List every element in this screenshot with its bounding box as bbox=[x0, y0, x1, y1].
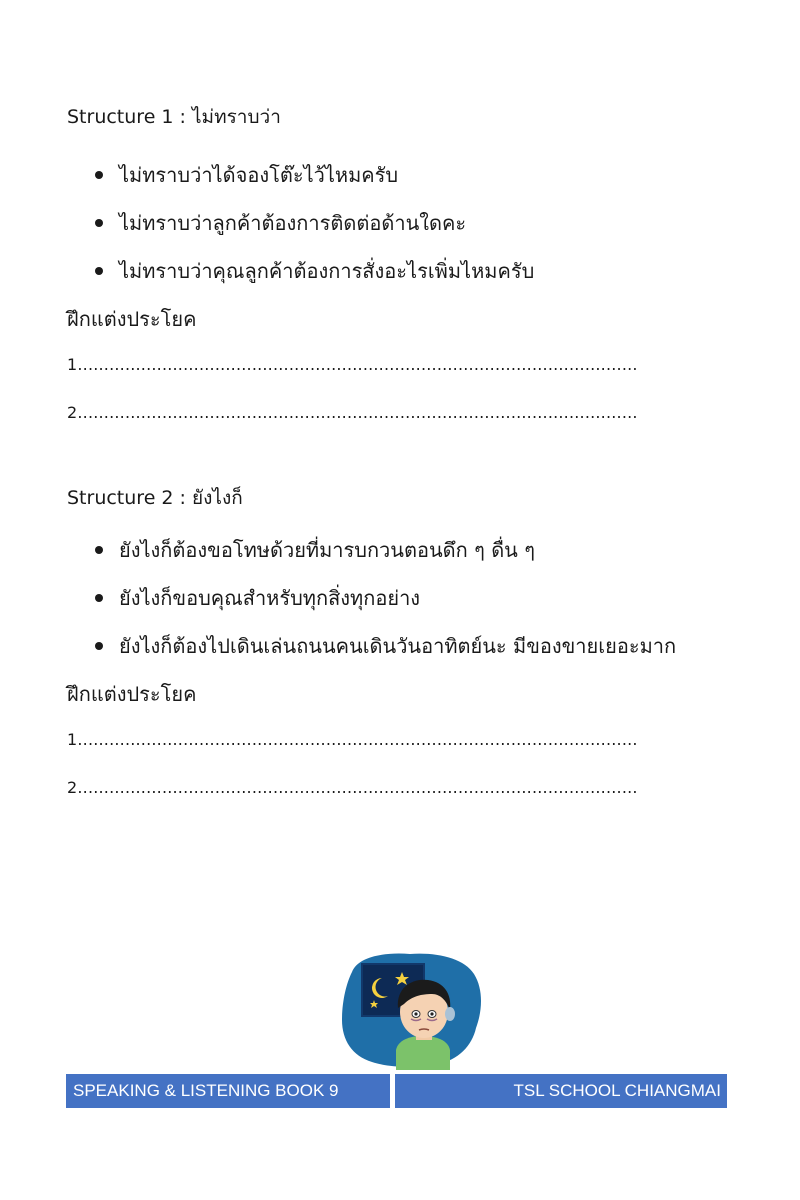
bullet-icon bbox=[95, 267, 103, 275]
bullet-icon bbox=[95, 219, 103, 227]
sleepless-man-icon bbox=[338, 950, 484, 1070]
example-text: ยังไงก็ต้องไปเดินเล่นถนนคนเดินวันอาทิตย์นะ มีของขายเยอะมาก bbox=[119, 634, 677, 658]
structure-1-heading: Structure 1 : ไม่ทราบว่า bbox=[67, 106, 281, 128]
example-text: ไม่ทราบว่าคุณลูกค้าต้องการสั่งอะไรเพิ่มไหมครับ bbox=[119, 259, 535, 283]
bullet-icon bbox=[95, 546, 103, 554]
example-item bbox=[67, 526, 707, 574]
structure-1-section bbox=[67, 103, 707, 437]
answer-line-1: 1.......................................................................................................... bbox=[67, 730, 638, 749]
footer-book-title: SPEAKING & LISTENING BOOK 9 bbox=[66, 1074, 390, 1108]
example-text: ไม่ทราบว่าได้จองโต๊ะไว้ไหมครับ bbox=[119, 163, 399, 187]
structure-2-examples bbox=[67, 526, 707, 670]
structure-2-heading: Structure 2 : ยังไงก็ bbox=[67, 487, 243, 509]
bullet-icon bbox=[95, 594, 103, 602]
example-item bbox=[67, 622, 707, 670]
answer-line-1: 1.......................................................................................................... bbox=[67, 355, 638, 374]
example-item bbox=[67, 199, 707, 247]
example-item bbox=[67, 151, 707, 199]
example-item bbox=[67, 247, 707, 295]
answer-line-2: 2.......................................................................................................... bbox=[67, 778, 638, 797]
example-text: ยังไงก็ขอบคุณสำหรับทุกสิ่งทุกอย่าง bbox=[119, 586, 421, 610]
bullet-icon bbox=[95, 171, 103, 179]
structure-2-section bbox=[67, 484, 707, 812]
structure-1-examples bbox=[67, 151, 707, 295]
example-item bbox=[67, 574, 707, 622]
answer-line-2: 2.......................................................................................................... bbox=[67, 403, 638, 422]
sleepless-man-illustration bbox=[338, 950, 484, 1070]
page-footer bbox=[66, 1074, 727, 1108]
practice-label: ฝึกแต่งประโยค bbox=[67, 307, 197, 331]
example-text: ยังไงก็ต้องขอโทษด้วยที่มารบกวนตอนดึก ๆ ดื่น ๆ bbox=[119, 538, 535, 562]
practice-label: ฝึกแต่งประโยค bbox=[67, 682, 197, 706]
footer-school-name: TSL SCHOOL CHIANGMAI bbox=[395, 1074, 727, 1108]
bullet-icon bbox=[95, 642, 103, 650]
example-text: ไม่ทราบว่าลูกค้าต้องการติดต่อด้านใดคะ bbox=[119, 211, 467, 235]
